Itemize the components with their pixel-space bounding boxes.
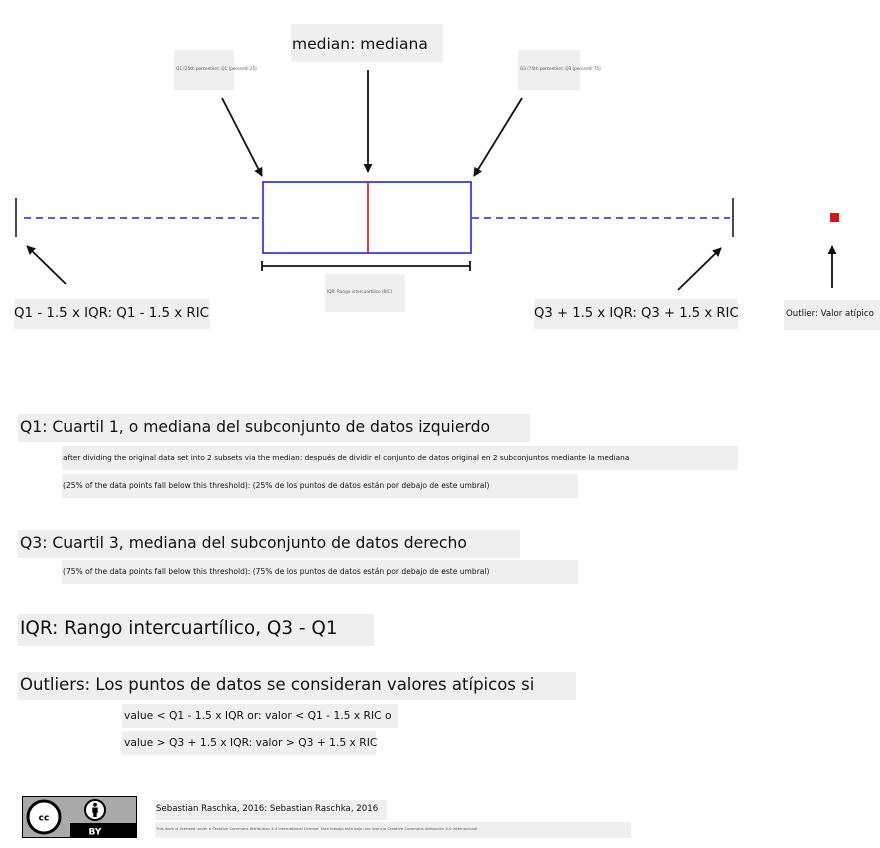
arrow-upper-whisker	[678, 248, 721, 290]
cc-badge-text: cc	[38, 813, 50, 824]
cc-by-license-badge	[22, 796, 137, 838]
outliers-heading: Outliers: Los puntos de datos se consideran valores atípicos si	[18, 672, 576, 700]
by-badge-text: BY	[88, 827, 102, 838]
arrow-q1	[222, 98, 262, 176]
q1-definition-line-2: (25% of the data points fall below this threshold): (25% de los puntos de datos están por debajo de este umbral)	[62, 474, 578, 498]
upper-whisker-label: Q3 + 1.5 x IQR: Q3 + 1.5 x RIC	[534, 299, 738, 329]
arrow-lower-whisker	[27, 246, 66, 284]
q1-label: Q1 (25th percentile): Q1 (percentil 25)	[174, 50, 234, 90]
q3-label: Q3 (75th percentile): Q3 (percentil 75)	[518, 50, 580, 90]
footer-author: Sebastian Raschka, 2016: Sebastian Raschka, 2016	[155, 800, 387, 820]
q1-heading: Q1: Cuartil 1, o mediana del subconjunto de datos izquierdo	[18, 414, 530, 442]
outlier-label: Outlier: Valor atípico	[784, 300, 880, 330]
iqr-heading: IQR: Rango intercuartílico, Q3 - Q1	[18, 614, 374, 646]
q1-definition-line-1: after dividing the original data set into 2 subsets via the median: después de dividir el conjunto de datos original en 2 subconjuntos mediante la mediana	[62, 446, 738, 470]
q3-heading: Q3: Cuartil 3, mediana del subconjunto de datos derecho	[18, 530, 520, 558]
outliers-condition-1: value < Q1 - 1.5 x IQR or: valor < Q1 - 1.5 x RIC o	[122, 704, 398, 728]
lower-whisker-label: Q1 - 1.5 x IQR: Q1 - 1.5 x RIC	[14, 299, 210, 329]
median-label: median: mediana	[291, 24, 443, 62]
iqr-box	[263, 182, 471, 253]
arrow-q3	[474, 98, 522, 176]
q3-definition-line-1: (75% of the data points fall below this threshold): (75% de los puntos de datos están por debajo de este umbral)	[62, 560, 578, 584]
footer-license: This work is licensed under a Creative Commons Attribution 4.0 International License: Este trabajo está bajo una licencia Creative Commons Atribución 4.0 Internacional	[155, 822, 631, 838]
outliers-condition-2: value > Q3 + 1.5 x IQR: valor > Q3 + 1.5 x RIC	[122, 731, 376, 755]
iqr-label: IQR: Rango intercuartílico (RIC)	[325, 274, 405, 312]
outlier-point	[830, 213, 839, 222]
